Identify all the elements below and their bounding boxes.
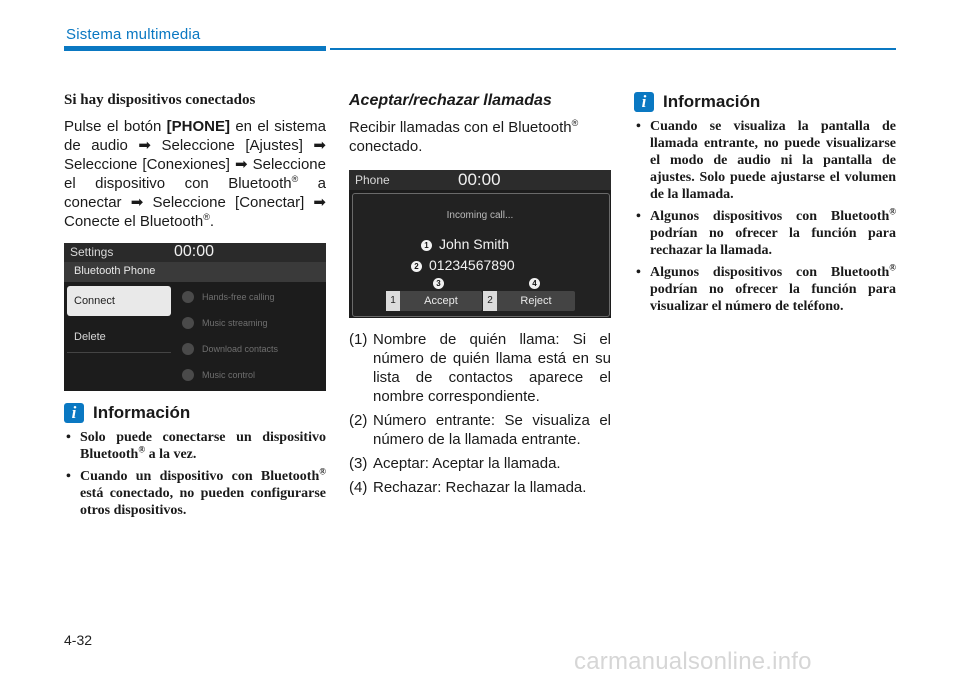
phone-icon [182, 291, 194, 303]
callout-marker-1: 1 [421, 240, 432, 251]
connect-button[interactable] [67, 286, 171, 316]
option-label: Hands-free calling [202, 292, 275, 302]
reject-label: Reject [520, 295, 552, 307]
caller-name: John Smith [439, 236, 510, 252]
registered-mark: ® [203, 212, 210, 222]
screen-clock: 00:00 [458, 170, 501, 189]
item-text: Aceptar: Aceptar la llamada. [373, 455, 561, 472]
list-item [634, 118, 896, 203]
screen-title: Settings [70, 245, 114, 259]
info-header [634, 92, 896, 112]
list-item [349, 478, 611, 497]
option-label: Music control [202, 370, 256, 380]
instructions-paragraph [64, 117, 326, 231]
section-title: Sistema multimedia [66, 26, 201, 43]
header-rule-thick [64, 46, 326, 51]
column-middle [349, 92, 611, 502]
header-rule-thin [330, 48, 896, 50]
info-title: Información [663, 92, 761, 111]
accept-key: 1 [386, 291, 400, 311]
text: a conectar ➡ Seleccione [Conectar] ➡ Conecte el Bluetooth [64, 175, 326, 230]
callout-list [349, 330, 611, 497]
list-item [349, 411, 611, 449]
item-text: Rechazar: Rechazar la llamada. [373, 479, 587, 496]
watermark: carmanualsonline.info [574, 648, 812, 675]
item-number: (2) [349, 412, 368, 429]
list-item [634, 264, 896, 315]
text: Solo puede conectarse un dispositivo Bluetooth [80, 430, 326, 462]
text: podrían no ofrecer la función para rechazar la llamada. [650, 226, 896, 258]
registered-mark: ® [319, 466, 326, 477]
music-icon [182, 317, 194, 329]
info-title: Información [93, 403, 191, 422]
option-label: Music streaming [202, 318, 268, 328]
item-text: Número entrante: Se visualiza el número de la llamada entrante. [373, 412, 611, 448]
list-item [634, 208, 896, 259]
info-list [634, 118, 896, 315]
text: . [209, 213, 215, 230]
list-item [64, 429, 326, 463]
screen-title-bar [349, 170, 611, 190]
page-number: 4-32 [64, 632, 93, 648]
option-download-contacts [176, 338, 324, 363]
intro-paragraph [349, 118, 611, 156]
list-item [349, 454, 611, 473]
text: a la vez. [145, 447, 197, 462]
item-number: (3) [349, 455, 368, 472]
text: Cuando se visualiza la pantalla de llamada entrante, no puede visualizarse el modo de audio ni la pantalla de ajustes. Solo puede ajustarse el volumen de la llamada. [650, 119, 896, 202]
screen-title: Phone [355, 173, 390, 187]
item-number: (4) [349, 479, 368, 496]
option-hands-free [176, 286, 324, 311]
info-icon: i [634, 92, 654, 112]
callout-marker-4: 4 [529, 278, 540, 289]
connect-label: Connect [74, 295, 115, 307]
screen-title-bar [64, 243, 326, 262]
caller-number: 01234567890 [429, 257, 515, 273]
screen-subtitle: Bluetooth Phone [74, 265, 156, 277]
list-item [349, 330, 611, 406]
incoming-call-text: Incoming call... [446, 210, 514, 221]
contacts-icon [182, 343, 194, 355]
heading-connected-devices: Si hay dispositivos conectados [64, 92, 256, 108]
callout-marker-2: 2 [411, 261, 422, 272]
heading-accept-reject: Aceptar/rechazar llamadas [349, 92, 552, 109]
reject-button[interactable] [483, 291, 575, 311]
control-icon [182, 369, 194, 381]
text: Recibir llamadas con el Bluetooth [349, 119, 572, 136]
text: está conectado, no pueden configurarse otros dispositivos. [80, 486, 326, 518]
text: Algunos dispositivos con Bluetooth [650, 265, 890, 280]
option-music-streaming [176, 312, 324, 337]
option-label: Download contacts [202, 344, 279, 354]
text: Pulse el botón [64, 118, 167, 135]
registered-mark: ® [571, 118, 579, 128]
info-list [64, 429, 326, 519]
registered-mark: ® [291, 174, 299, 184]
item-text: Nombre de quién llama: Si el número de quién llama está en su lista de contactos aparece el nombre correspondiente. [373, 331, 611, 405]
text: Cuando un dispositivo con Bluetooth [80, 469, 320, 484]
registered-mark: ® [889, 206, 896, 217]
registered-mark: ® [889, 262, 896, 273]
column-left [64, 92, 326, 524]
accept-label: Accept [424, 295, 458, 307]
text: en el sistema de audio ➡ Seleccione [Ajustes] ➡ Seleccione [Conexiones] ➡ Seleccione el dispositivo con Bluetooth [64, 118, 326, 192]
settings-screen [64, 243, 326, 391]
option-music-control [176, 364, 324, 389]
incoming-call-screen [349, 170, 611, 318]
text: podrían no ofrecer la función para visualizar el número de teléfono. [650, 282, 896, 314]
item-number: (1) [349, 331, 368, 348]
delete-button[interactable] [67, 324, 171, 353]
info-header [64, 403, 326, 423]
reject-key: 2 [483, 291, 497, 311]
phone-button-label: [PHONE] [166, 118, 231, 135]
list-item [64, 468, 326, 519]
column-right [634, 92, 896, 320]
info-icon: i [64, 403, 84, 423]
text: Algunos dispositivos con Bluetooth [650, 209, 890, 224]
screen-clock: 00:00 [174, 243, 215, 260]
registered-mark: ® [138, 444, 146, 455]
delete-label: Delete [74, 331, 106, 343]
text: conectado. [349, 138, 423, 155]
callout-marker-3: 3 [433, 278, 444, 289]
screen-subtitle-bar [64, 262, 326, 282]
accept-button[interactable] [386, 291, 482, 311]
